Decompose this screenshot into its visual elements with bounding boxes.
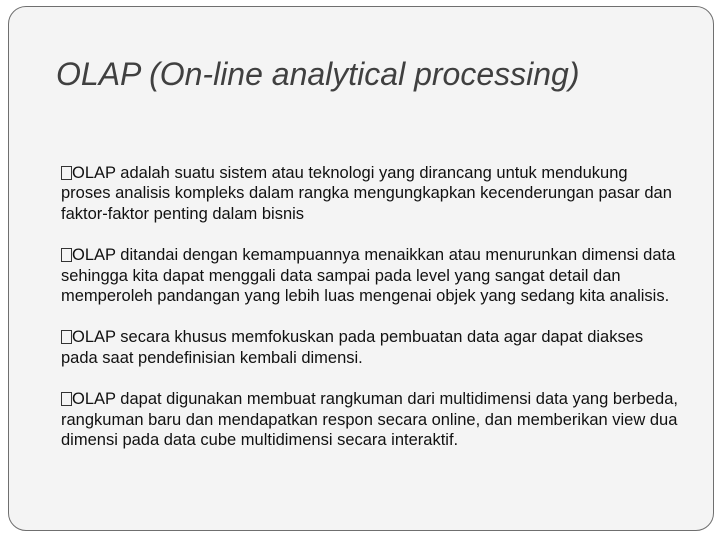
bullet-item-2	[61, 245, 681, 306]
slide-title: OLAP (On-line analytical processing)	[56, 56, 580, 92]
missing-glyph-bullet-icon	[61, 392, 72, 406]
missing-glyph-bullet-icon	[61, 330, 72, 344]
bullet-text-1: OLAP adalah suatu sistem atau teknologi yang dirancang untuk mendukung proses analisis kompleks dalam rangka mengungkapkan kecenderungan pasar dan faktor-faktor penting dalam bisnis	[61, 164, 672, 223]
bullet-item-4	[61, 389, 681, 450]
bullet-text-3: OLAP secara khusus memfokuskan pada pembuatan data agar dapat diakses pada saat pendefinisian kembali dimensi.	[61, 328, 644, 367]
bullet-text-2: OLAP ditandai dengan kemampuannya menaikkan atau menurunkan dimensi data sehingga kita dapat menggali data sampai pada level yang sangat detail dan memperoleh pandangan yang lebih luas mengenai objek yang sedang kita analisis.	[61, 246, 676, 306]
bullet-list	[61, 163, 681, 471]
bullet-item-3	[61, 327, 681, 368]
missing-glyph-bullet-icon	[61, 166, 72, 180]
bullet-item-1	[61, 163, 681, 224]
bullet-text-4: OLAP dapat digunakan membuat rangkuman dari multidimensi data yang berbeda, rangkuman baru dan mendapatkan respon secara online, dan memberikan view dua dimensi pada data cube multidimensi secara interaktif.	[61, 390, 678, 450]
missing-glyph-bullet-icon	[61, 248, 72, 262]
